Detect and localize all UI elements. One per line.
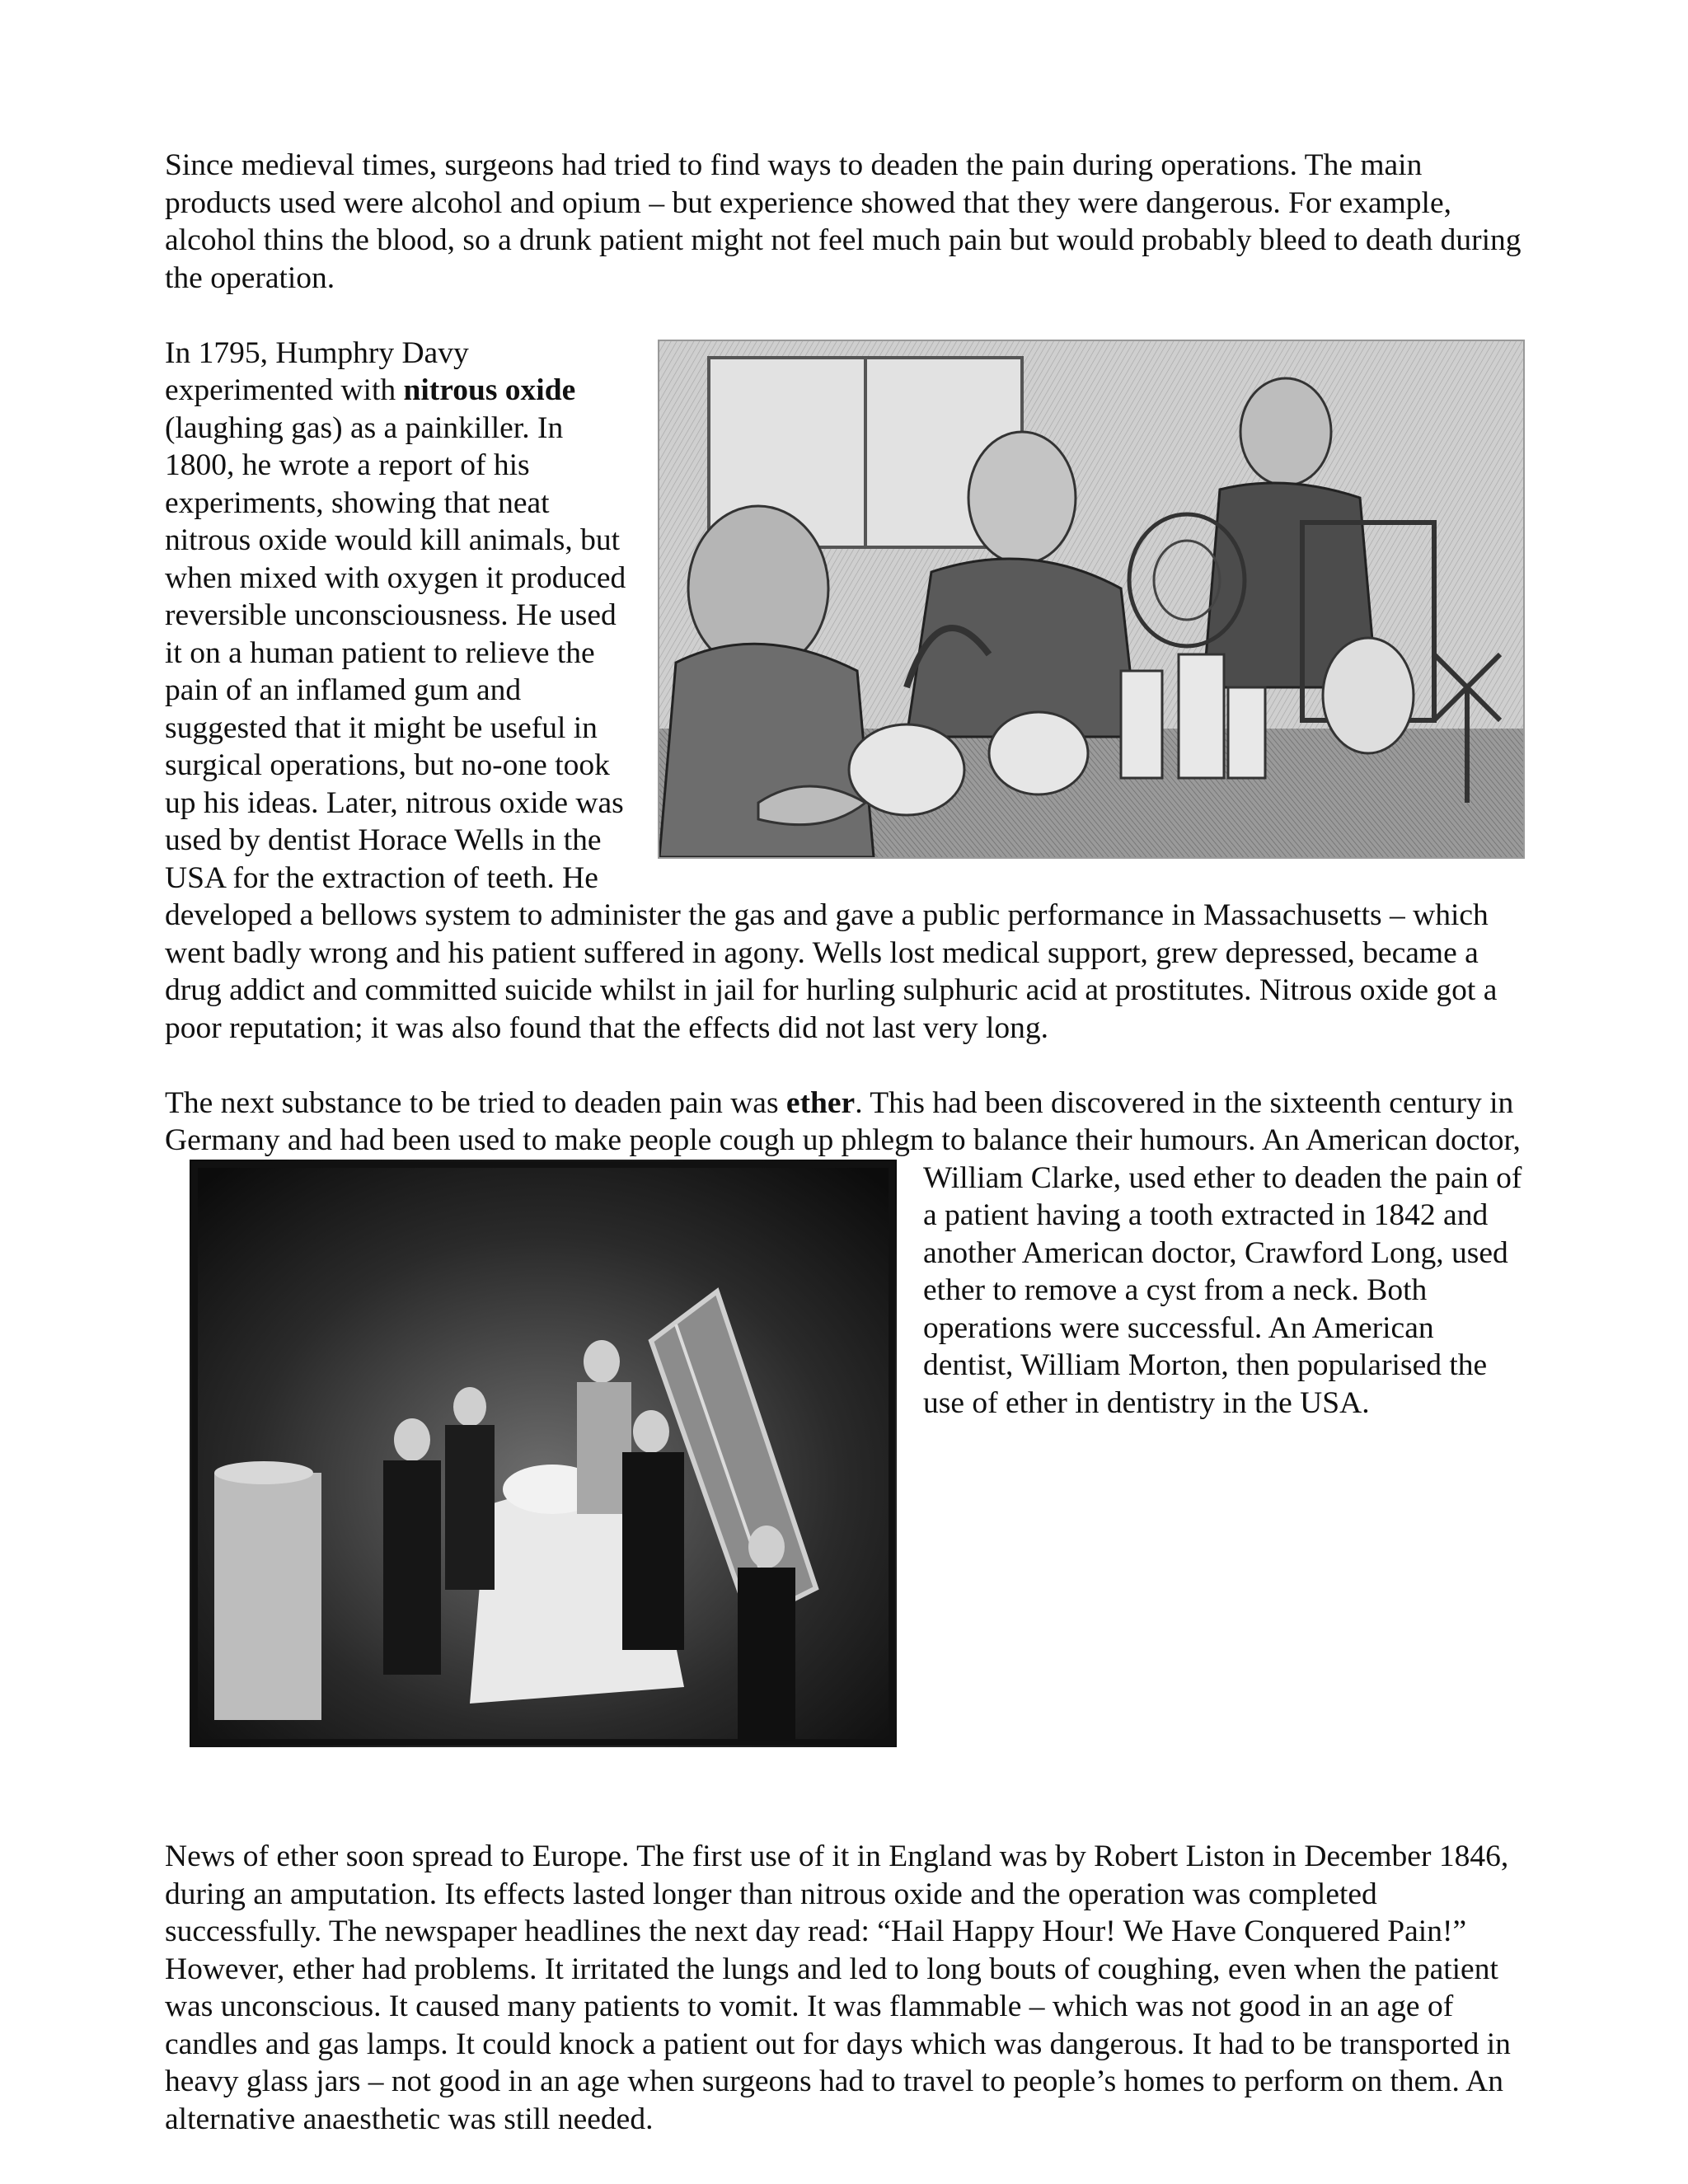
ether-europe-text-region [165,1085,1525,2139]
engraving-image [659,341,1523,857]
photo-wrap-slot [165,1160,923,1801]
paragraph-ether-text-b: . This had been discovered in the sixteenth century in Germany and had been used to make people cough up phlegm to balance their humours. An American doctor, William Clarke, used ether to deaden the pain of a patient having a tooth extracted in 1842 and another American doctor, Crawford Long, used ether to remove a cyst from a neck. Both operations were successful. An American dentist, William Morton, then popularised the use of ether in dentistry in the USA. [165,1085,1522,1420]
paragraph-medieval-text: Since medieval times, surgeons had tried to find ways to deaden the pain during operations. The main products used were alcohol and opium – but experience showed that they were dangerous. For example, alcohol thins the blood, so a drunk patient might not feel much pain but would probably bleed to death during the operation. [165,148,1522,295]
paragraph-ether-europe-text: News of ether soon spread to Europe. The first use of it in England was by Robert Liston in December 1846, during an amputation. Its effects lasted longer than nitrous oxide and the operation was completed successfully. The newspaper headlines the next day read: “Hail Happy Hour! We Have Conquered Pain!” However, ether had problems. It irritated the lungs and led to long bouts of coughing, even when the patient was unconscious. It caused many patients to vomit. It was flammable – which was not good in an age of candles and gas lamps. It could knock a patient out for days which was dangerous. It had to be transported in heavy glass jars – not good in an age when surgeons had to travel to people’s homes to perform on them. An alternative anaesthetic was still needed. [165,1840,1511,2136]
paragraph-ether-text-a: The next substance to be tried to deaden pain was [165,1085,786,1120]
term-nitrous-oxide: nitrous oxide [403,373,576,407]
paragraph-nitrous-oxide-text-b: (laughing gas) as a painkiller. In 1800, he wrote a report of his experiments, showing that neat nitrous oxide would kill animals, but when mixed with oxygen it produced reversible unconsciousness. He used it on a human patient to relieve the pain of an inflamed gum and suggested that it might be useful in surgical operations, but no-one took up his ideas. Later, nitrous oxide was used by dentist Horace Wells in the USA for the extraction of teeth. He developed a bellows system to administer the gas and gave a public performance in Massachusetts – which went badly wrong and his patient suffered in agony. Wells lost medical support, grew depressed, became a drug addict and committed suicide whilst in jail for hurling sulphuric acid at prostitutes. Nitrous oxide got a poor reputation; it was also found that the effects did not last very long. [165,410,1498,1045]
paragraph-nitrous-oxide-text-a: In 1795, Humphry Davy experimented with [165,335,469,407]
illustration-davy-experiment [658,340,1525,859]
document-page [165,147,1525,1085]
paragraph-medieval [165,147,1525,297]
term-ether: ether [785,1085,856,1120]
paragraph-nitrous-oxide [165,335,1525,1047]
paragraph-gap [165,1801,1525,1839]
